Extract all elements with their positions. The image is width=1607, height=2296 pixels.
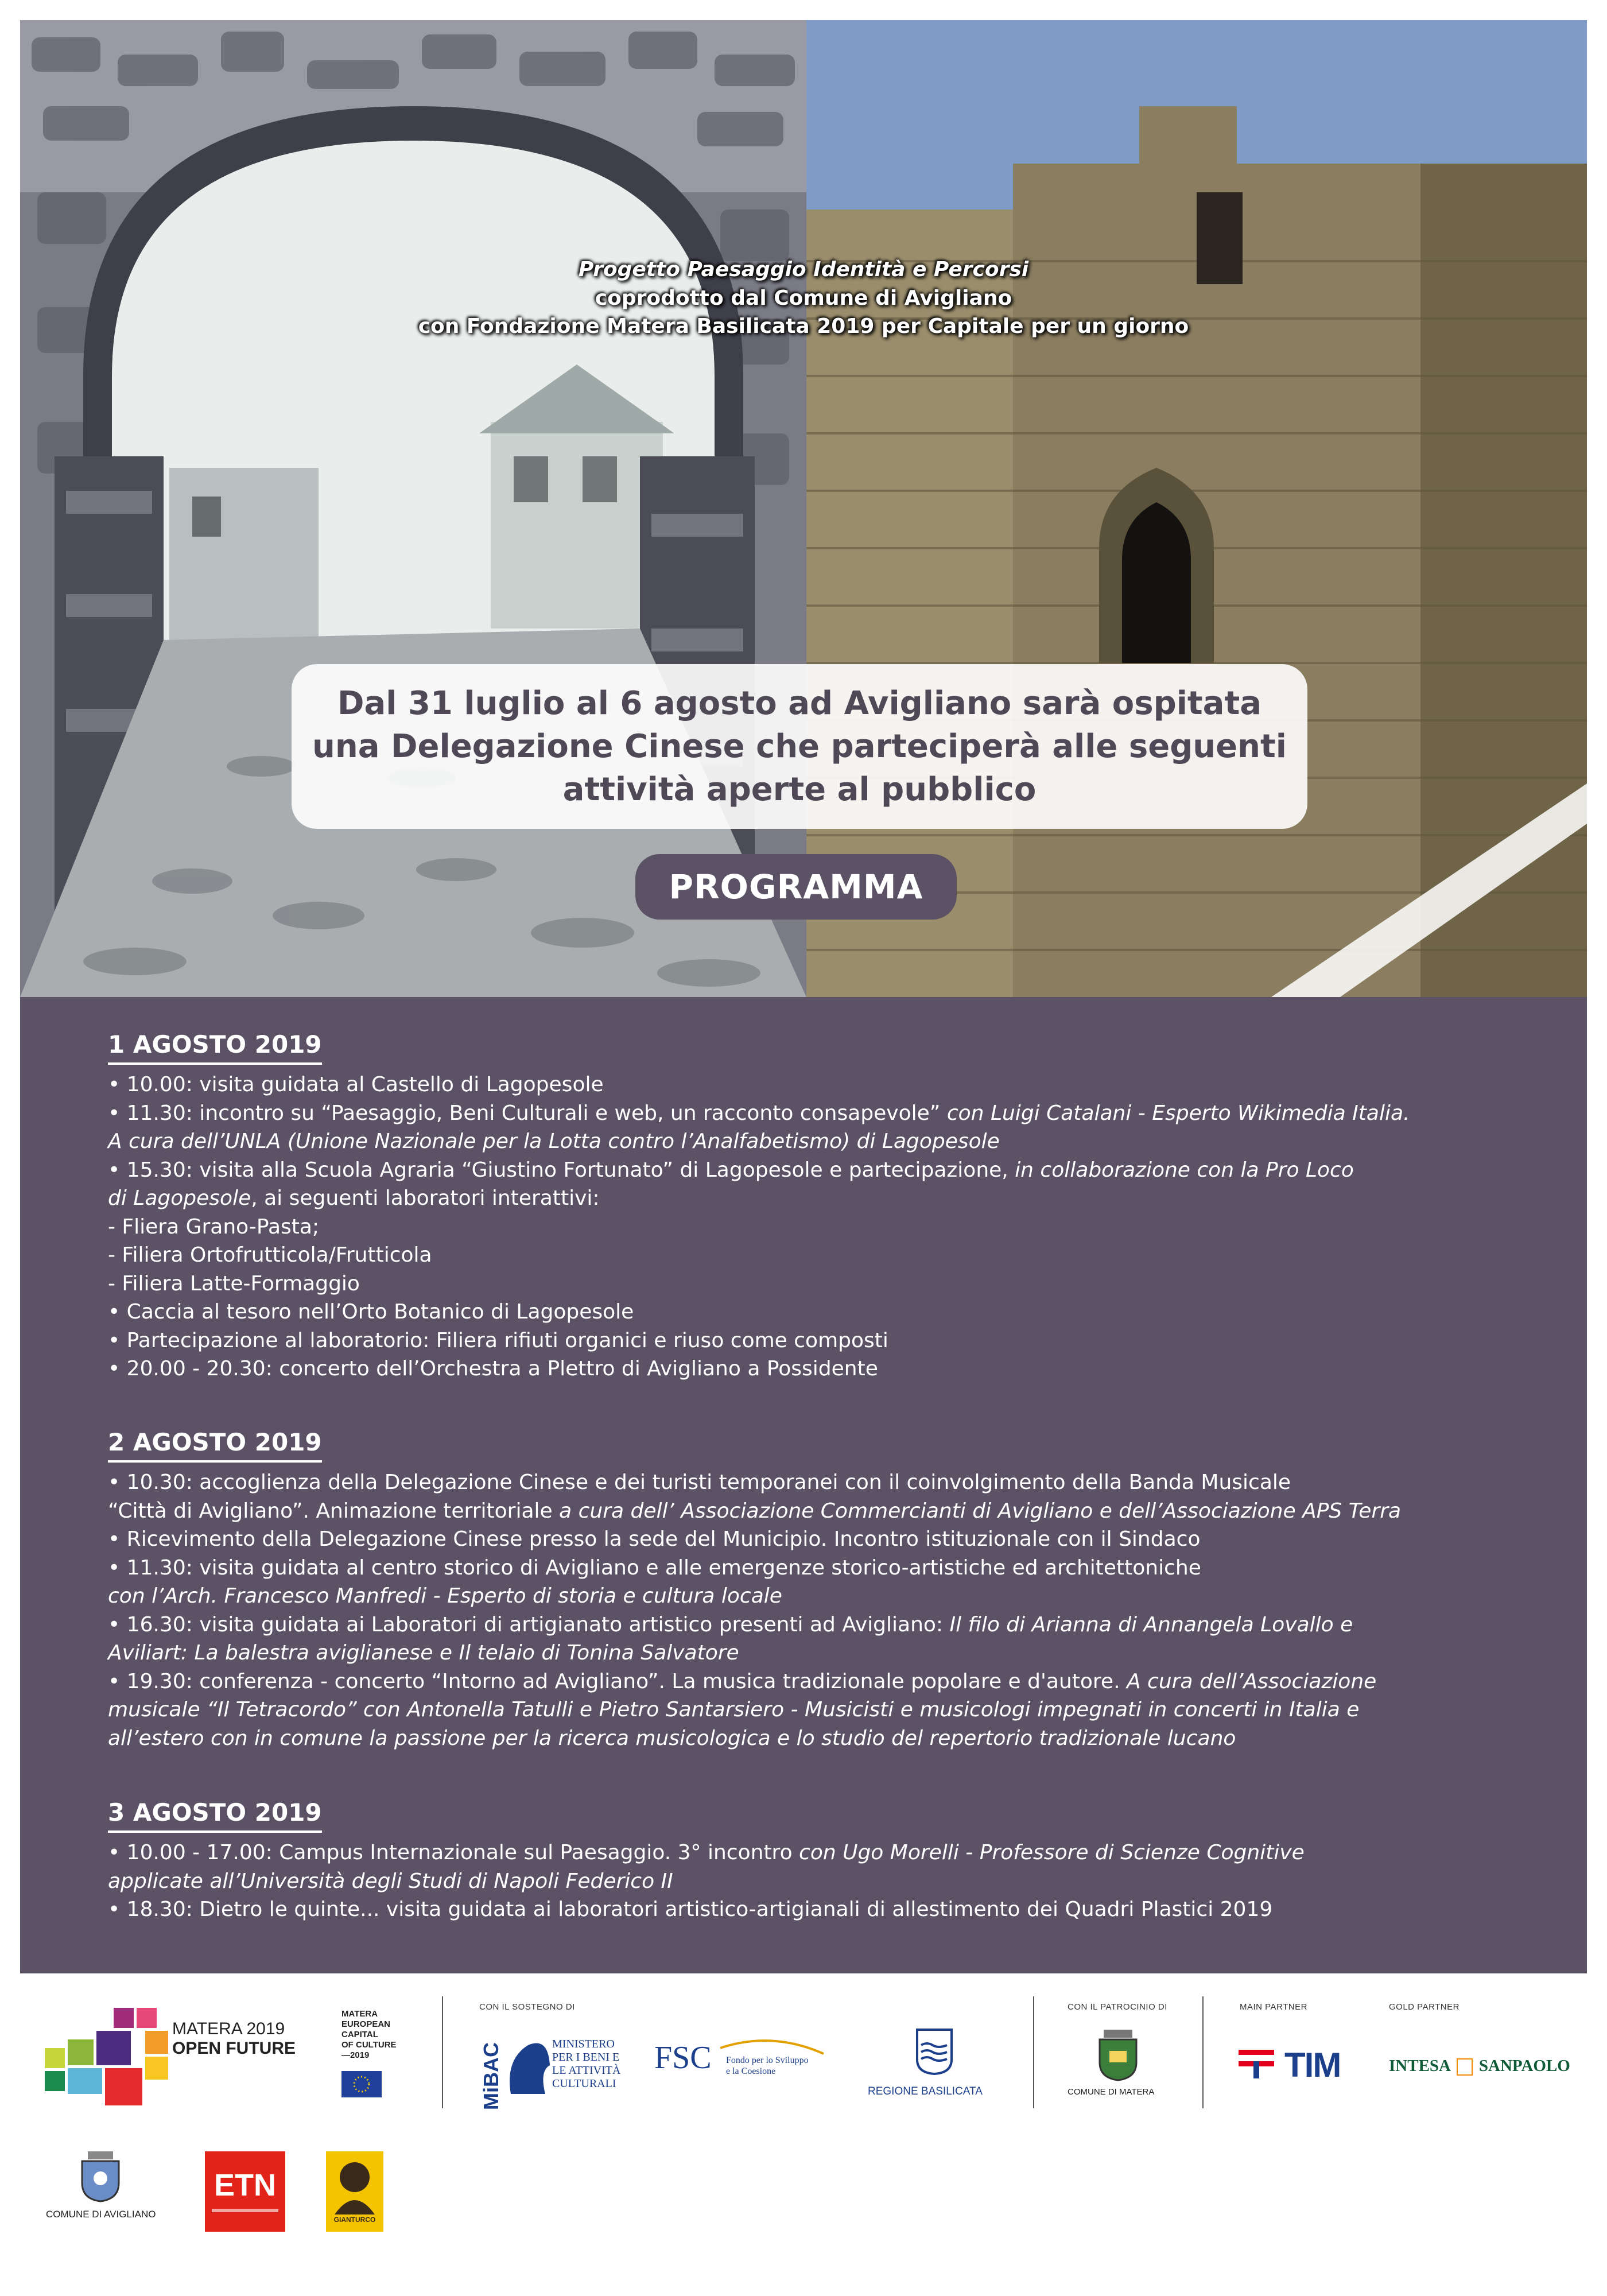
intesa-symbol-icon [1457,2058,1473,2076]
main-partner-caption: MAIN PARTNER [1240,2002,1307,2012]
fsc-short: FSC [654,2040,712,2076]
programme-line [108,1213,1526,1242]
programme-line [108,1071,1526,1099]
day-lines [108,1839,1526,1924]
programme-line-italic: a cura dell’ Associazione Commercianti di Avigliano e dell’Associazione APS Terra [559,1499,1402,1523]
programme-line [108,1184,1526,1213]
programme-line [108,1156,1526,1185]
programme-line [108,1554,1526,1583]
mibac-short: MiBAC [479,2042,503,2110]
regione-basilicata-shield-icon [915,2028,953,2075]
programme-line-text: - Fliera Grano-Pasta; [108,1215,320,1239]
etn-underline [212,2209,278,2212]
programme-line-text: • Partecipazione al laboratorio: Filiera rifiuti organici e riuso come composti [108,1328,888,1352]
programme-line-text: • 11.30: incontro su “Paesaggio, Beni Culturali e web, un racconto consapevole” [108,1101,947,1125]
mibac-text [552,2038,620,2091]
day-title: 2 AGOSTO 2019 [108,1427,322,1463]
matera-line-1: MATERA 2019 [172,2019,285,2038]
intesa-label: INTESA [1389,2057,1450,2075]
gianturco-label: GIANTURCO [333,2216,376,2224]
title-line-2: coprodotto dal Comune di Avigliano [595,286,1012,310]
programme-line-italic: all’estero con in comune la passione per la ricerca musicologica e lo studio del repertorio tradizionale lucano [108,1726,1236,1750]
portrait-icon [326,2151,383,2214]
programme-line-italic: Il filo di Arianna di Annangela Lovallo e [949,1612,1353,1636]
logo-strip [0,1973,1607,2296]
day-title: 1 AGOSTO 2019 [108,1029,322,1065]
sanpaolo-label: SANPAOLO [1478,2057,1570,2075]
matera-line-2: OPEN FUTURE [172,2039,296,2058]
programme-line [108,1497,1526,1526]
programme-line [108,1724,1526,1753]
title-line-3: con Fondazione Matera Basilicata 2019 per Capitale per un giorno [418,315,1189,338]
programme-line-text: • 10.00: visita guidata al Castello di Lagopesole [108,1073,604,1096]
programme-line-text: • 10.30: accoglienza della Delegazione Cinese e dei turisti temporanei con il coinvolgimento della Banda Musicale [108,1471,1291,1494]
programme-line-italic: con l’Arch. Francesco Manfredi - Esperto di storia e cultura locale [108,1584,782,1608]
ecoc-line-4: OF CULTURE [341,2040,397,2050]
programme-line-italic: Aviliart: La balestra aviglianese e Il telaio di Tonina Salvatore [108,1641,739,1665]
programme-line-text: - Filiera Latte-Formaggio [108,1271,360,1296]
programme-line [108,1839,1526,1867]
programme-line-italic: applicate all’Università degli Studi di Napoli Federico II [108,1869,673,1893]
programme-line [108,1667,1526,1696]
fsc-line-2: e la Coesione [726,2066,776,2076]
programme-line-text: • 16.30: visita guidata ai Laboratori di artigianato artistico presenti ad Avigliano: [108,1612,950,1636]
patrocinio-caption: CON IL PATROCINIO DI [1068,2002,1167,2012]
ecoc-line-3: CAPITAL [341,2030,378,2039]
sostegno-caption: CON IL SOSTEGNO DI [479,2002,575,2012]
comune-avigliano-crest-icon [77,2148,123,2203]
gold-partner-caption: GOLD PARTNER [1389,2002,1460,2012]
programme-line-text: • Ricevimento della Delegazione Cinese presso la sede del Municipio. Incontro istituzionale con il Sindaco [108,1527,1201,1551]
header-title [20,255,1587,341]
programme-line-italic: con Luigi Catalani - Esperto Wikimedia Italia. [946,1101,1410,1125]
etn-logo [205,2151,285,2232]
mibac-line-1: MINISTERO [552,2038,615,2050]
comune-matera-crest-icon [1095,2025,1141,2082]
programme-line [108,1355,1526,1383]
comune-avigliano-label: COMUNE DI AVIGLIANO [46,2209,156,2220]
programme-line-italic: A cura dell’UNLA (Unione Nazionale per la Lotta contro l’Analfabetismo) di Lagopesole [108,1130,1000,1153]
intro-line-3: attività aperte al pubblico [562,771,1037,808]
day-section [108,1427,1526,1752]
programme-line [108,1639,1526,1667]
programme-line [108,1867,1526,1896]
ecoc-line-5: —2019 [341,2050,370,2060]
ecoc-text [341,2009,397,2061]
programme-line-text: “Città di Avigliano”. Animazione territoriale [108,1499,560,1523]
header-photo [20,20,1587,997]
intro-line-1: Dal 31 luglio al 6 agosto ad Avigliano sarà ospitata [337,685,1261,722]
etn-label: ETN [214,2168,276,2202]
separator [442,1996,443,2108]
programme-line-italic: con Ugo Morelli - Professore di Scienze Cognitive [799,1841,1305,1864]
arch-and-castle-illustration [20,20,1587,997]
intro-box [292,664,1307,829]
ecoc-line-1: MATERA [341,2009,378,2019]
programme-line [108,1241,1526,1270]
title-line-1: Progetto Paesaggio Identità e Percorsi [578,258,1029,281]
intesa-sanpaolo-logo [1389,2057,1570,2076]
programme-line [108,1127,1526,1156]
separator [1033,1996,1034,2108]
separator [1202,1996,1204,2108]
programme-line [108,1468,1526,1497]
programme-line-text: • 19.30: conferenza - concerto “Intorno ad Avigliano”. La musica tradizionale popolare e d'autore. [108,1669,1127,1693]
programme-line [108,1895,1526,1924]
programme-panel [20,997,1587,1973]
programme-line-text: , ai seguenti laboratori interattivi: [251,1186,600,1210]
day-lines [108,1468,1526,1752]
mibac-line-3: LE ATTIVITÀ [552,2064,621,2077]
day-section [108,1797,1526,1924]
matera-2019-text [172,2019,296,2058]
programme-line [108,1696,1526,1724]
tim-label: TIM [1284,2046,1341,2084]
programme-line [108,1298,1526,1327]
programme-line [108,1327,1526,1355]
programme-line-text: • 18.30: Dietro le quinte... visita guidata ai laboratori artistico-artigianali di allestimento dei Quadri Plastici 2019 [108,1898,1273,1921]
day-title: 3 AGOSTO 2019 [108,1797,322,1833]
programme-line-text: • 15.30: visita alla Scuola Agraria “Giustino Fortunato” di Lagopesole e partecipazione, [108,1158,1015,1182]
programme-line [108,1582,1526,1611]
ecoc-line-2: EUROPEAN [341,2019,391,2029]
programme-line-text: • 10.00 - 17.00: Campus Internazionale sul Paesaggio. 3° incontro [108,1841,799,1864]
matera-2019-logo-icon [45,2008,183,2105]
programme-line [108,1270,1526,1298]
eu-flag-icon [341,2071,382,2097]
fsc-line-1: Fondo per lo Sviluppo [726,2055,809,2065]
programme-line-text: - Filiera Ortofrutticola/Frutticola [108,1243,432,1267]
gianturco-logo [326,2151,383,2232]
programme-line [108,1099,1526,1128]
mibac-line-4: CULTURALI [552,2077,616,2090]
programme-line-italic: A cura dell’Associazione [1126,1669,1377,1693]
programme-line-italic: in collaborazione con la Pro Loco [1015,1158,1354,1182]
mibac-line-2: PER I BENI E [552,2051,620,2064]
programme-line-text: • 11.30: visita guidata al centro storico di Avigliano e alle emergenze storico-artistiche ed architettoniche [108,1556,1201,1580]
fsc-text [726,2055,809,2077]
programme-line-text: • 20.00 - 20.30: concerto dell’Orchestra a Plettro di Avigliano a Possidente [108,1357,878,1380]
programme-line [108,1525,1526,1554]
day-lines [108,1071,1526,1383]
tim-logo-icon [1239,2050,1279,2078]
comune-matera-label: COMUNE DI MATERA [1068,2087,1155,2097]
programme-line-italic: musicale “Il Tetracordo” con Antonella Tatulli e Pietro Santarsiero - Musicisti e musicologi impegnati in concerti in Italia e [108,1698,1360,1721]
intro-line-2: una Delegazione Cinese che parteciperà alle seguenti [312,728,1287,765]
mibac-head-icon [505,2037,551,2100]
programme-line-italic: di Lagopesole [108,1186,251,1210]
regione-label: REGIONE BASILICATA [868,2085,983,2097]
day-section [108,1029,1526,1383]
programme-line-text: • Caccia al tesoro nell’Orto Botanico di Lagopesole [108,1300,634,1324]
programma-label: PROGRAMMA [635,854,957,920]
programme-line [108,1611,1526,1639]
